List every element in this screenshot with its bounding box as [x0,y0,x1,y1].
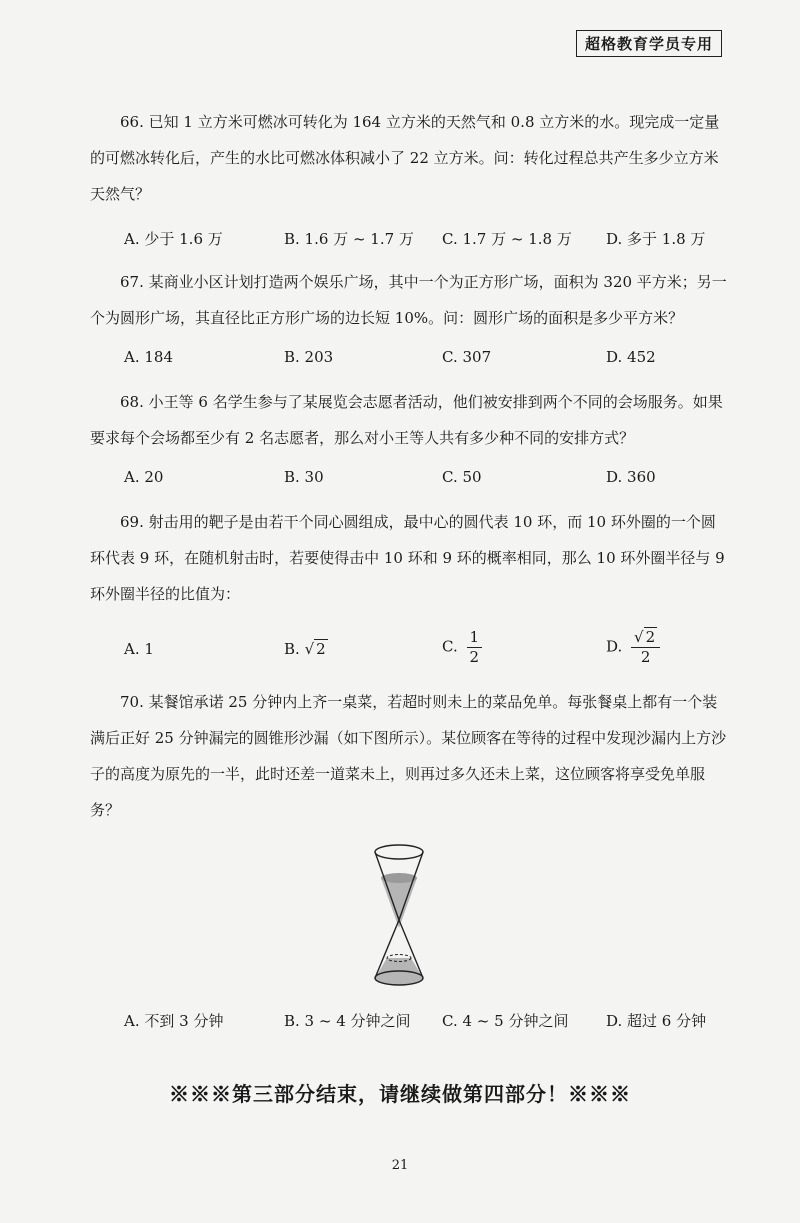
option-a[interactable] [124,640,154,658]
question-70-options [124,1010,744,1040]
question-66-options [124,228,744,258]
question-68 [90,384,730,456]
option-d[interactable]: D. 多于 1.8 万 [606,230,706,248]
question-67-options [124,348,744,378]
option-value: 1 [144,640,154,658]
top-rim [375,845,423,859]
question-69 [90,504,730,612]
fraction [631,630,660,665]
radicand: 2 [645,628,656,646]
numerator [631,630,660,648]
radicand: 2 [316,640,326,658]
denominator: 2 [640,648,651,666]
upper-sand-surface [381,873,417,883]
question-66 [90,104,730,212]
option-b[interactable]: B. 203 [284,348,334,366]
option-d[interactable]: D. 超过 6 分钟 [606,1012,707,1030]
option-d[interactable]: D. 452 [606,348,656,366]
question-69-options [124,630,744,676]
bottom-base [375,971,423,985]
option-d[interactable] [606,630,660,665]
option-b[interactable]: B. 30 [284,468,324,486]
option-c[interactable] [442,630,482,665]
question-66-text: 66. 已知 1 立方米可燃冰可转化为 164 立方米的天然气和 0.8 立方米的水。现完成一定量的可燃冰转化后，产生的水比可燃冰体积减小了 22 立方米。问：转化过程总共产生多少立方米天然气？ [90,113,720,203]
option-a[interactable]: A. 184 [124,348,173,366]
option-prefix: D. [606,637,623,656]
option-d[interactable]: D. 360 [606,468,656,486]
option-c[interactable]: C. 4 ~ 5 分钟之间 [442,1012,569,1030]
question-70-text: 70. 某餐馆承诺 25 分钟内上齐一桌菜，若超时则未上的菜品免单。每张餐桌上都有一个装满后正好 25 分钟漏完的圆锥形沙漏（如下图所示）。某位顾客在等待的过程中发现沙漏内上方沙子的高度为原先的一半，此时还差一道菜未上，则再过多久还未上菜，这位顾客将享受免单服务？ [90,693,727,819]
option-prefix: A. [124,640,140,658]
header-badge: 超格教育学员专用 [576,30,722,57]
option-c[interactable]: C. 307 [442,348,492,366]
option-prefix: C. [442,637,458,656]
section-end-banner: ※※※第三部分结束，请继续做第四部分！※※※ [169,1082,631,1106]
question-68-text: 68. 小王等 6 名学生参与了某展览会志愿者活动，他们被安排到两个不同的会场服务。如果要求每个会场都至少有 2 名志愿者，那么对小王等人共有多少种不同的安排方式？ [90,393,723,447]
option-c[interactable]: C. 50 [442,468,482,486]
root-symbol: √ [304,640,315,658]
option-prefix: B. [284,640,300,658]
numerator: 1 [467,630,483,648]
square-root [634,630,657,645]
hourglass-figure [362,840,436,990]
option-b[interactable] [284,640,328,658]
option-a[interactable]: A. 少于 1.6 万 [124,230,223,248]
option-a[interactable]: A. 不到 3 分钟 [124,1012,224,1030]
denominator: 2 [469,648,480,666]
question-67-text: 67. 某商业小区计划打造两个娱乐广场，其中一个为正方形广场，面积为 320 平方米；另一个为圆形广场，其直径比正方形广场的边长短 10%。问：圆形广场的面积是多少平方米？ [90,273,727,327]
option-a[interactable]: A. 20 [124,468,164,486]
root-symbol: √ [634,628,644,646]
question-69-text: 69. 射击用的靶子是由若干个同心圆组成，最中心的圆代表 10 环，而 10 环外圈的一个圆环代表 9 环，在随机射击时，若要使得击中 10 环和 9 环的概率相同，那么 10 环外圈半径与 9 环外圈半径的比值为： [90,513,725,603]
option-b[interactable]: B. 3 ~ 4 分钟之间 [284,1012,411,1030]
question-67 [90,264,730,336]
option-c[interactable]: C. 1.7 万 ~ 1.8 万 [442,230,572,248]
question-70 [90,684,730,828]
page-number: 21 [391,1158,409,1173]
fraction [467,630,483,665]
square-root [305,640,328,658]
option-b[interactable]: B. 1.6 万 ~ 1.7 万 [284,230,414,248]
question-68-options [124,468,744,498]
